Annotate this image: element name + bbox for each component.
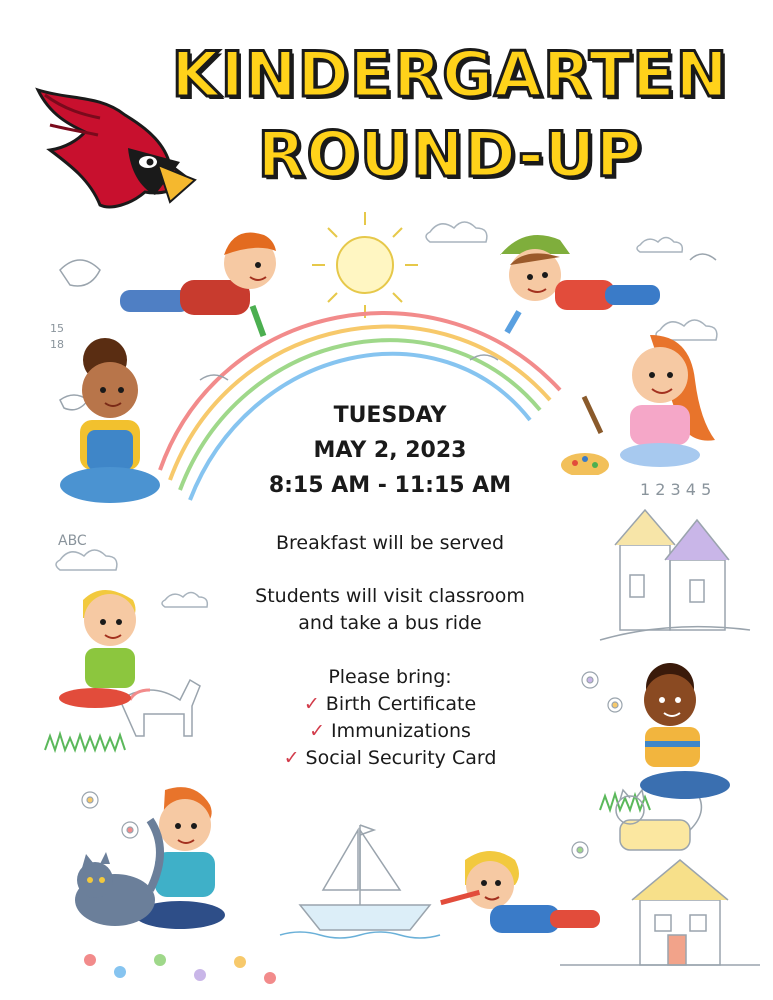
kid-girl-left (55, 335, 165, 510)
castle-doodle (600, 510, 750, 640)
bring-item (220, 718, 560, 745)
numbers-doodle: 1 2 3 4 5 (640, 480, 712, 499)
title-line-2: ROUND-UP (257, 118, 643, 191)
checkmark-icon: ✓ (283, 747, 300, 769)
bring-item (220, 691, 560, 718)
event-time: 8:15 AM - 11:15 AM (268, 473, 512, 498)
kid-boy-left-drawing (55, 580, 165, 710)
bring-heading: Please bring: (328, 666, 452, 688)
bring-item-label: Social Security Card (305, 747, 497, 769)
sun-doodle (312, 212, 418, 318)
fraction-top-doodle: 15 (50, 322, 64, 335)
title-line-1: KINDERGARTEN (171, 38, 729, 111)
kid-boy-right-drawing (610, 655, 740, 805)
bring-item-label: Birth Certificate (325, 693, 477, 715)
kid-girl-lying-bottom (430, 845, 605, 955)
event-day: TUESDAY (333, 403, 447, 428)
fraction-bottom-doodle: 18 (50, 338, 64, 351)
kid-painting-right (560, 325, 725, 475)
visit-note (220, 583, 560, 637)
checkmark-icon: ✓ (309, 720, 325, 742)
event-date: MAY 2, 2023 (313, 438, 467, 463)
bring-section (220, 664, 560, 772)
breakfast-note: Breakfast will be served (275, 532, 505, 554)
kid-lying-top-left (110, 225, 295, 345)
kid-boy-with-cat (60, 780, 240, 940)
bring-item (220, 745, 560, 772)
abc-doodle: ABC (58, 533, 87, 549)
handprint-doodles (84, 954, 276, 984)
bring-item-label: Immunizations (331, 720, 471, 742)
event-details (220, 398, 560, 503)
kid-cap-top-right (490, 225, 670, 335)
visit-note-line-2: and take a bus ride (298, 612, 482, 634)
checkmark-icon: ✓ (303, 693, 320, 715)
bring-list (220, 691, 560, 772)
visit-note-line-1: Students will visit classroom (255, 585, 525, 607)
sailboat-doodle (280, 825, 440, 938)
